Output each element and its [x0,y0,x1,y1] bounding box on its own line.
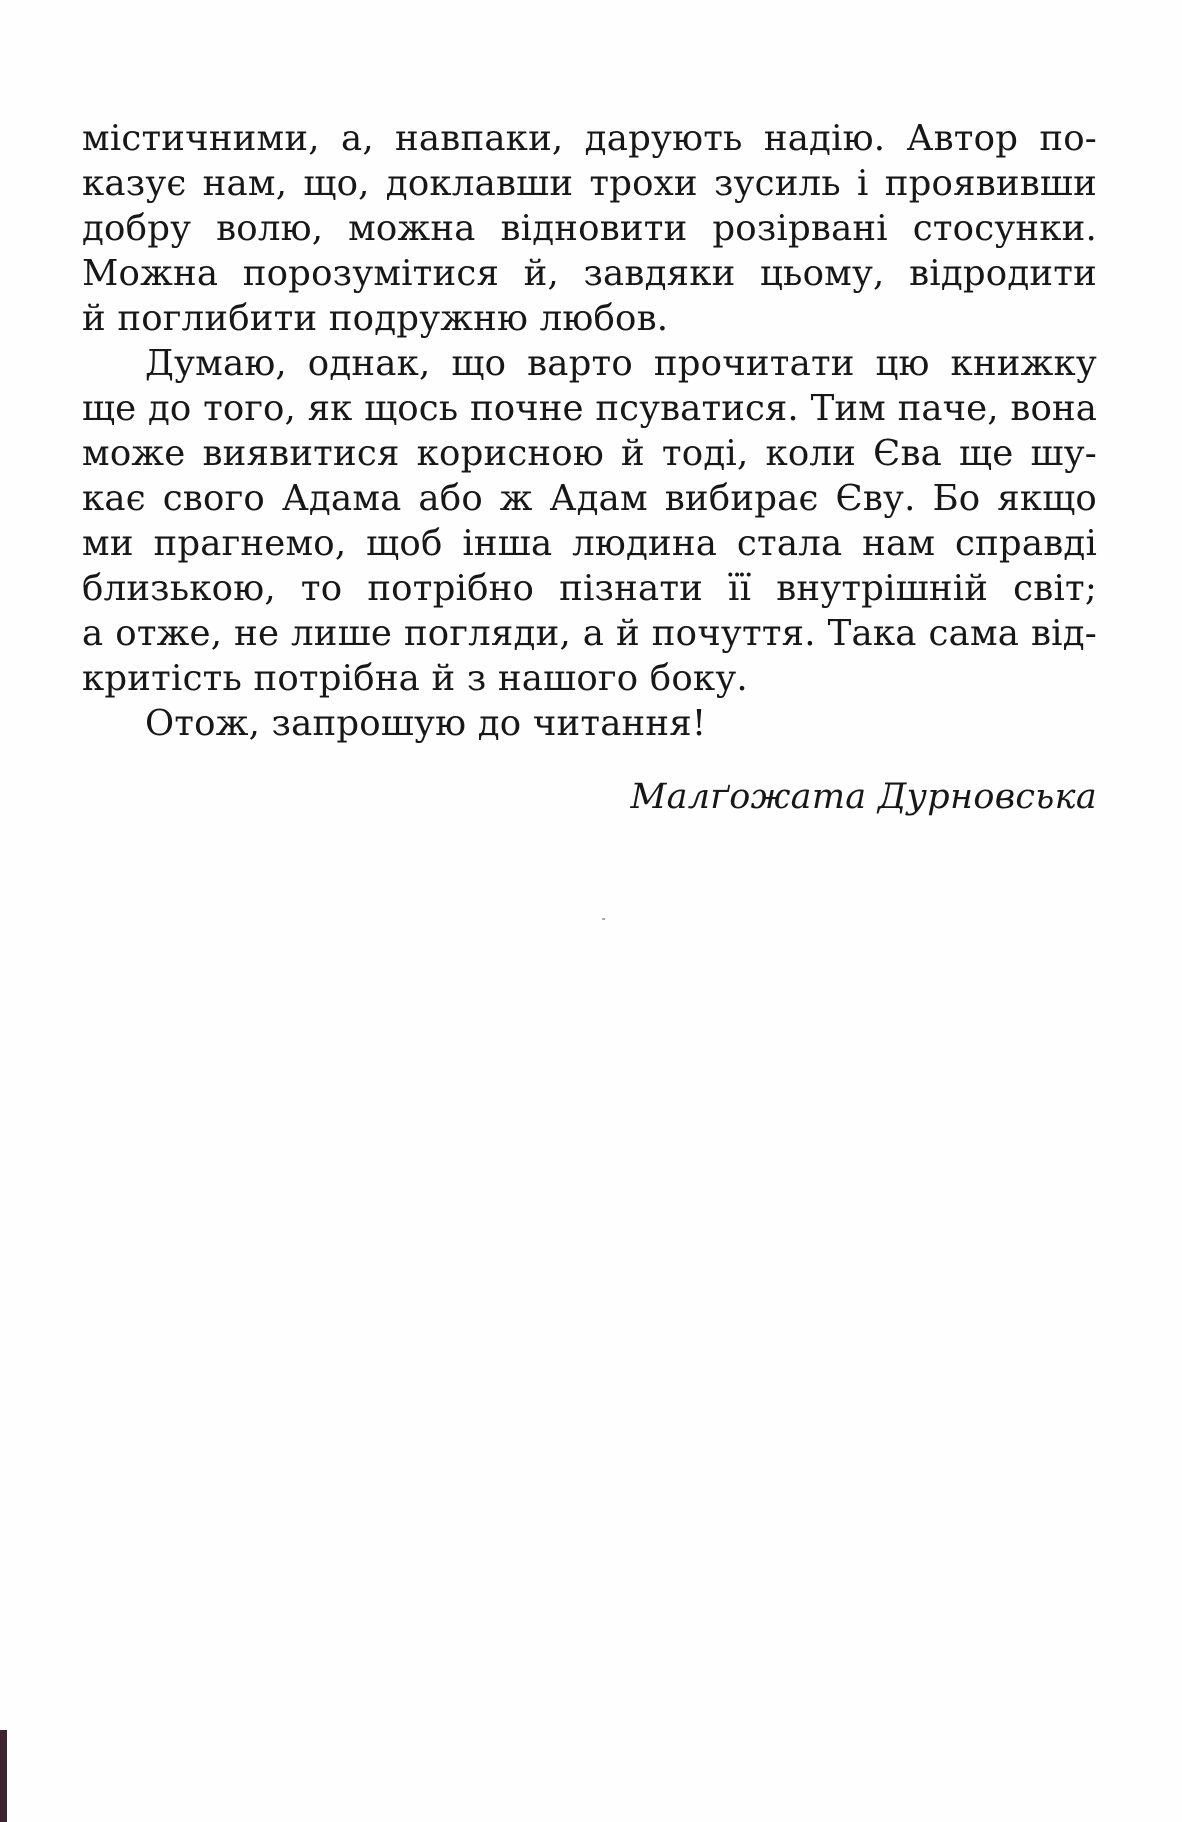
text-line: кає свого Адама або ж Адам вибирає Єву. Бо якщо [82,478,1097,519]
text-line: Отож, запрошую до читання! [145,703,707,744]
text-line: близькою, то потрібно пізнати її внутрішній світ; [82,568,1097,609]
paragraph-1 [82,116,1097,341]
text-line: ми прагнемо, щоб інша людина стала нам справді [82,523,1097,564]
text-line: казує нам, що, доклавши трохи зусиль і проявивши [82,163,1097,204]
text-line: Думаю, однак, що варто прочитати цю книжку [145,343,1097,384]
paragraph-3 [82,701,1097,746]
paper-speck [602,918,605,920]
text-line: може виявитися корисною й тоді, коли Єва ще шу- [82,433,1097,474]
paragraph-2 [82,341,1097,701]
text-line: критість потрібна й з нашого боку. [82,658,748,699]
text-line: Можна порозумітися й, завдяки цьому, відродити [82,253,1097,294]
text-line: а отже, не лише погляди, а й почуття. Така сама від- [82,613,1097,654]
text-line: добру волю, можна відновити розірвані стосунки. [82,208,1097,249]
text-line: ще до того, як щось почне псуватися. Тим паче, вона [82,388,1097,429]
text-line: містичними, а, навпаки, дарують надію. Автор по- [82,118,1097,159]
body-text [82,116,1097,746]
text-line: й поглибити подружню любов. [82,298,669,339]
author-signature: Малґожата Дурновська [630,777,1097,817]
page-edge-mark [0,1730,7,1822]
